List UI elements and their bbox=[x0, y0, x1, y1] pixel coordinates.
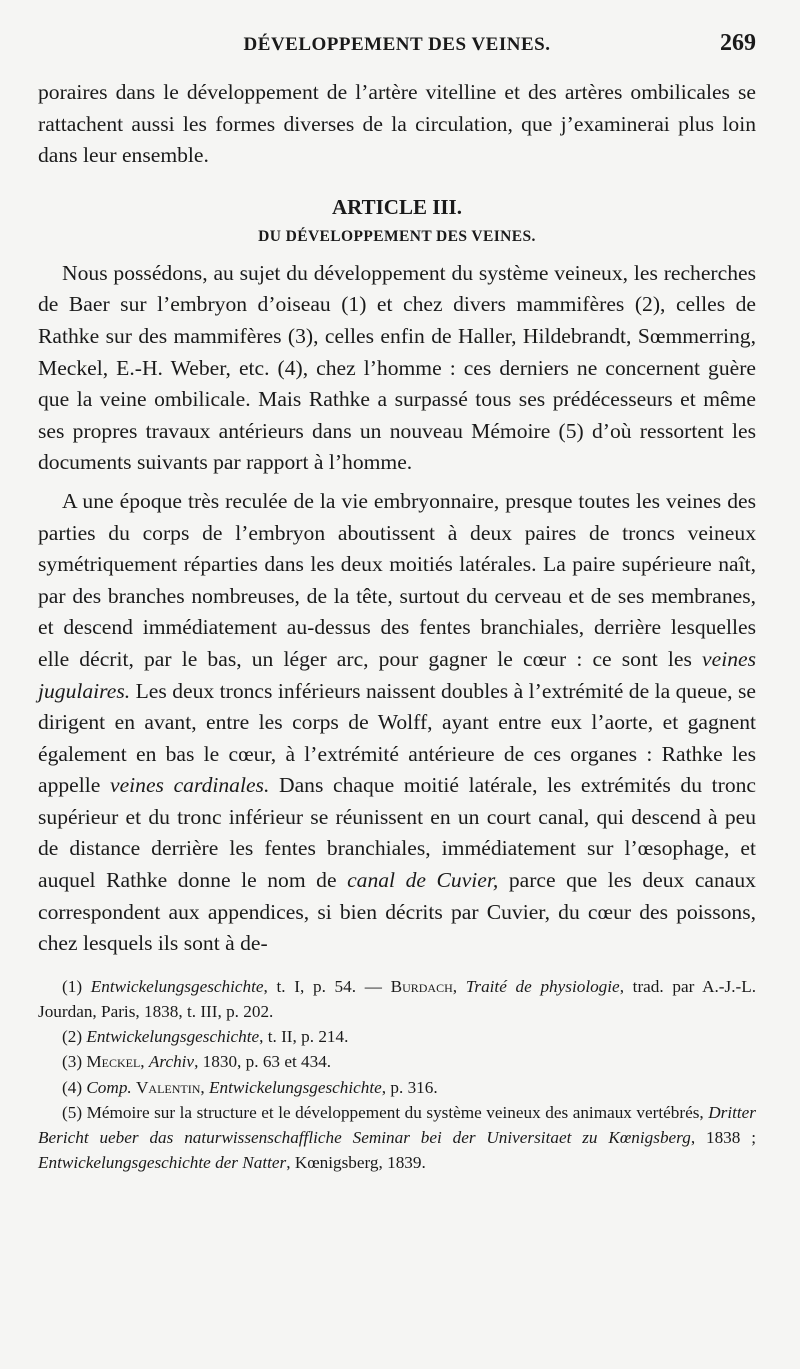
footnote-mark: (5) bbox=[62, 1102, 87, 1122]
paragraph-1: Nous possédons, au sujet du développement du système veineux, les recherches de Baer sur l’embryon d’oiseau (1) et chez divers mammifères (2), celles de Rathke sur des mammifères (3), celles enfin de Haller, Hildebrandt, Sœmmerring, Meckel, E.-H. Weber, etc. (4), chez l’homme : ces derniers ne concernent guère que la veine ombilicale. Mais Rathke a surpassé tous ses prédécesseurs et même ses propres travaux antérieurs dans un nouveau Mémoire (5) d’où ressortent les documents suivants par rapport à l’homme. bbox=[38, 260, 756, 475]
paragraph-2 bbox=[38, 486, 756, 960]
paragraph-2-text-a: A une époque très reculée de la vie embryonnaire, presque toutes les veines des parties du corps de l’embryon aboutissent à deux paires de troncs veineux symétriquement réparties dans les deux moitiés latérales. La paire supérieure naît, par des branches nombreuses, de la tête, surtout du cerveau et de ses membranes, et descend immédiatement au-dessus des fentes branchiales, derrière lesquelles elle décrit, par le bas, un léger arc, pour gagner le cœur : ce sont les bbox=[38, 488, 756, 671]
article-subheading: DU DÉVELOPPEMENT DES VEINES. bbox=[258, 227, 536, 245]
footnote-author: Valentin bbox=[136, 1077, 201, 1097]
term-canal-de-cuvier: canal de Cuvier, bbox=[347, 868, 499, 893]
footnote-4 bbox=[38, 1075, 756, 1100]
footnote-mark: (4) bbox=[62, 1077, 87, 1097]
paragraph-2-text-d: parce que les deux canaux correspondent aux appendices, si bien décrits par Cuvier, du cœur des poissons, chez lesquels ils sont à de- bbox=[38, 868, 756, 956]
footnote-text: , 1830, p. 63 et 434. bbox=[194, 1052, 332, 1072]
footnote-text: , trad. par A.-J.-L. Jourdan, Paris, 1838, t. III, p. 202. bbox=[38, 976, 757, 1022]
running-head bbox=[38, 30, 756, 75]
footnote-italic: Traité de physiologie bbox=[465, 976, 620, 996]
footnote-text: , p. 316. bbox=[381, 1077, 438, 1097]
paragraph-2-text-b: Les deux troncs inférieurs naissent doubles à l’extrémité de la queue, se dirigent en avant, entre les corps de Wolff, ayant entre eux l’aorte, et gagnent également en bas le cœur, à l’extrémité antérieure de ces organes : Rathke les appelle bbox=[38, 678, 756, 798]
footnote-text: , Kœnigsberg, 1839. bbox=[286, 1153, 426, 1173]
footnote-mark: (2) bbox=[62, 1027, 87, 1047]
footnote-text: , bbox=[452, 976, 466, 996]
footnote-text: Mémoire sur la structure et le développement du système veineux des animaux vertébrés, bbox=[86, 1102, 709, 1122]
footnote-author: Meckel bbox=[86, 1052, 141, 1072]
paragraph-2-text-c: Dans chaque moitié latérale, les extrémités du tronc supérieur et du tronc inférieur se réunissent en un court canal, qui descend à peu de distance derrière les fentes branchiales, immédiatement sur l’œsophage, et auquel Rathke donne le nom de bbox=[38, 773, 756, 893]
footnote-text: , bbox=[200, 1077, 210, 1097]
term-veines-cardinales: veines cardinales. bbox=[110, 773, 270, 798]
footnote-italic: Entwickelungsgeschichte der Natter bbox=[38, 1153, 287, 1173]
running-title: DÉVELOPPEMENT DES VEINES. bbox=[243, 34, 551, 55]
footnote-italic: Entwickelungsgeschichte bbox=[209, 1077, 382, 1097]
footnote-text: , 1838 ; bbox=[690, 1128, 756, 1148]
footnote-text: , t. I, p. 54. — bbox=[263, 976, 391, 996]
footnote-text: , bbox=[140, 1052, 149, 1072]
footnote-italic: Dritter Bericht ueber das naturwissenschaffliche Seminar bei der Universitaet zu Kœnigsberg bbox=[38, 1102, 756, 1148]
page-number: 269 bbox=[720, 30, 756, 56]
footnote-mark: (1) bbox=[62, 976, 91, 996]
footnote-1 bbox=[38, 974, 756, 1024]
footnote-text: , t. II, p. 214. bbox=[259, 1027, 349, 1047]
footnote-3 bbox=[38, 1049, 756, 1074]
term-veines-jugulaires: veines jugulaires. bbox=[38, 646, 756, 703]
footnote-italic: Entwickelungsgeschichte bbox=[90, 976, 264, 996]
article-heading: ARTICLE III. bbox=[332, 194, 462, 219]
footnote-italic: Archiv bbox=[148, 1052, 195, 1072]
intro-paragraph: poraires dans le développement de l’artère vitelline et des artères ombilicales se rattachent aussi les formes diverses de la circulation, que j’examinerai plus loin dans leur ensemble. bbox=[38, 80, 756, 168]
footnote-italic: Entwickelungsgeschichte bbox=[86, 1027, 260, 1047]
footnotes bbox=[38, 974, 756, 1176]
footnote-2 bbox=[38, 1024, 756, 1049]
footnote-mark: (3) bbox=[62, 1052, 87, 1072]
footnote-author: Burdach bbox=[390, 976, 453, 996]
footnote-5 bbox=[38, 1100, 756, 1176]
footnote-italic: Comp. bbox=[86, 1077, 132, 1097]
